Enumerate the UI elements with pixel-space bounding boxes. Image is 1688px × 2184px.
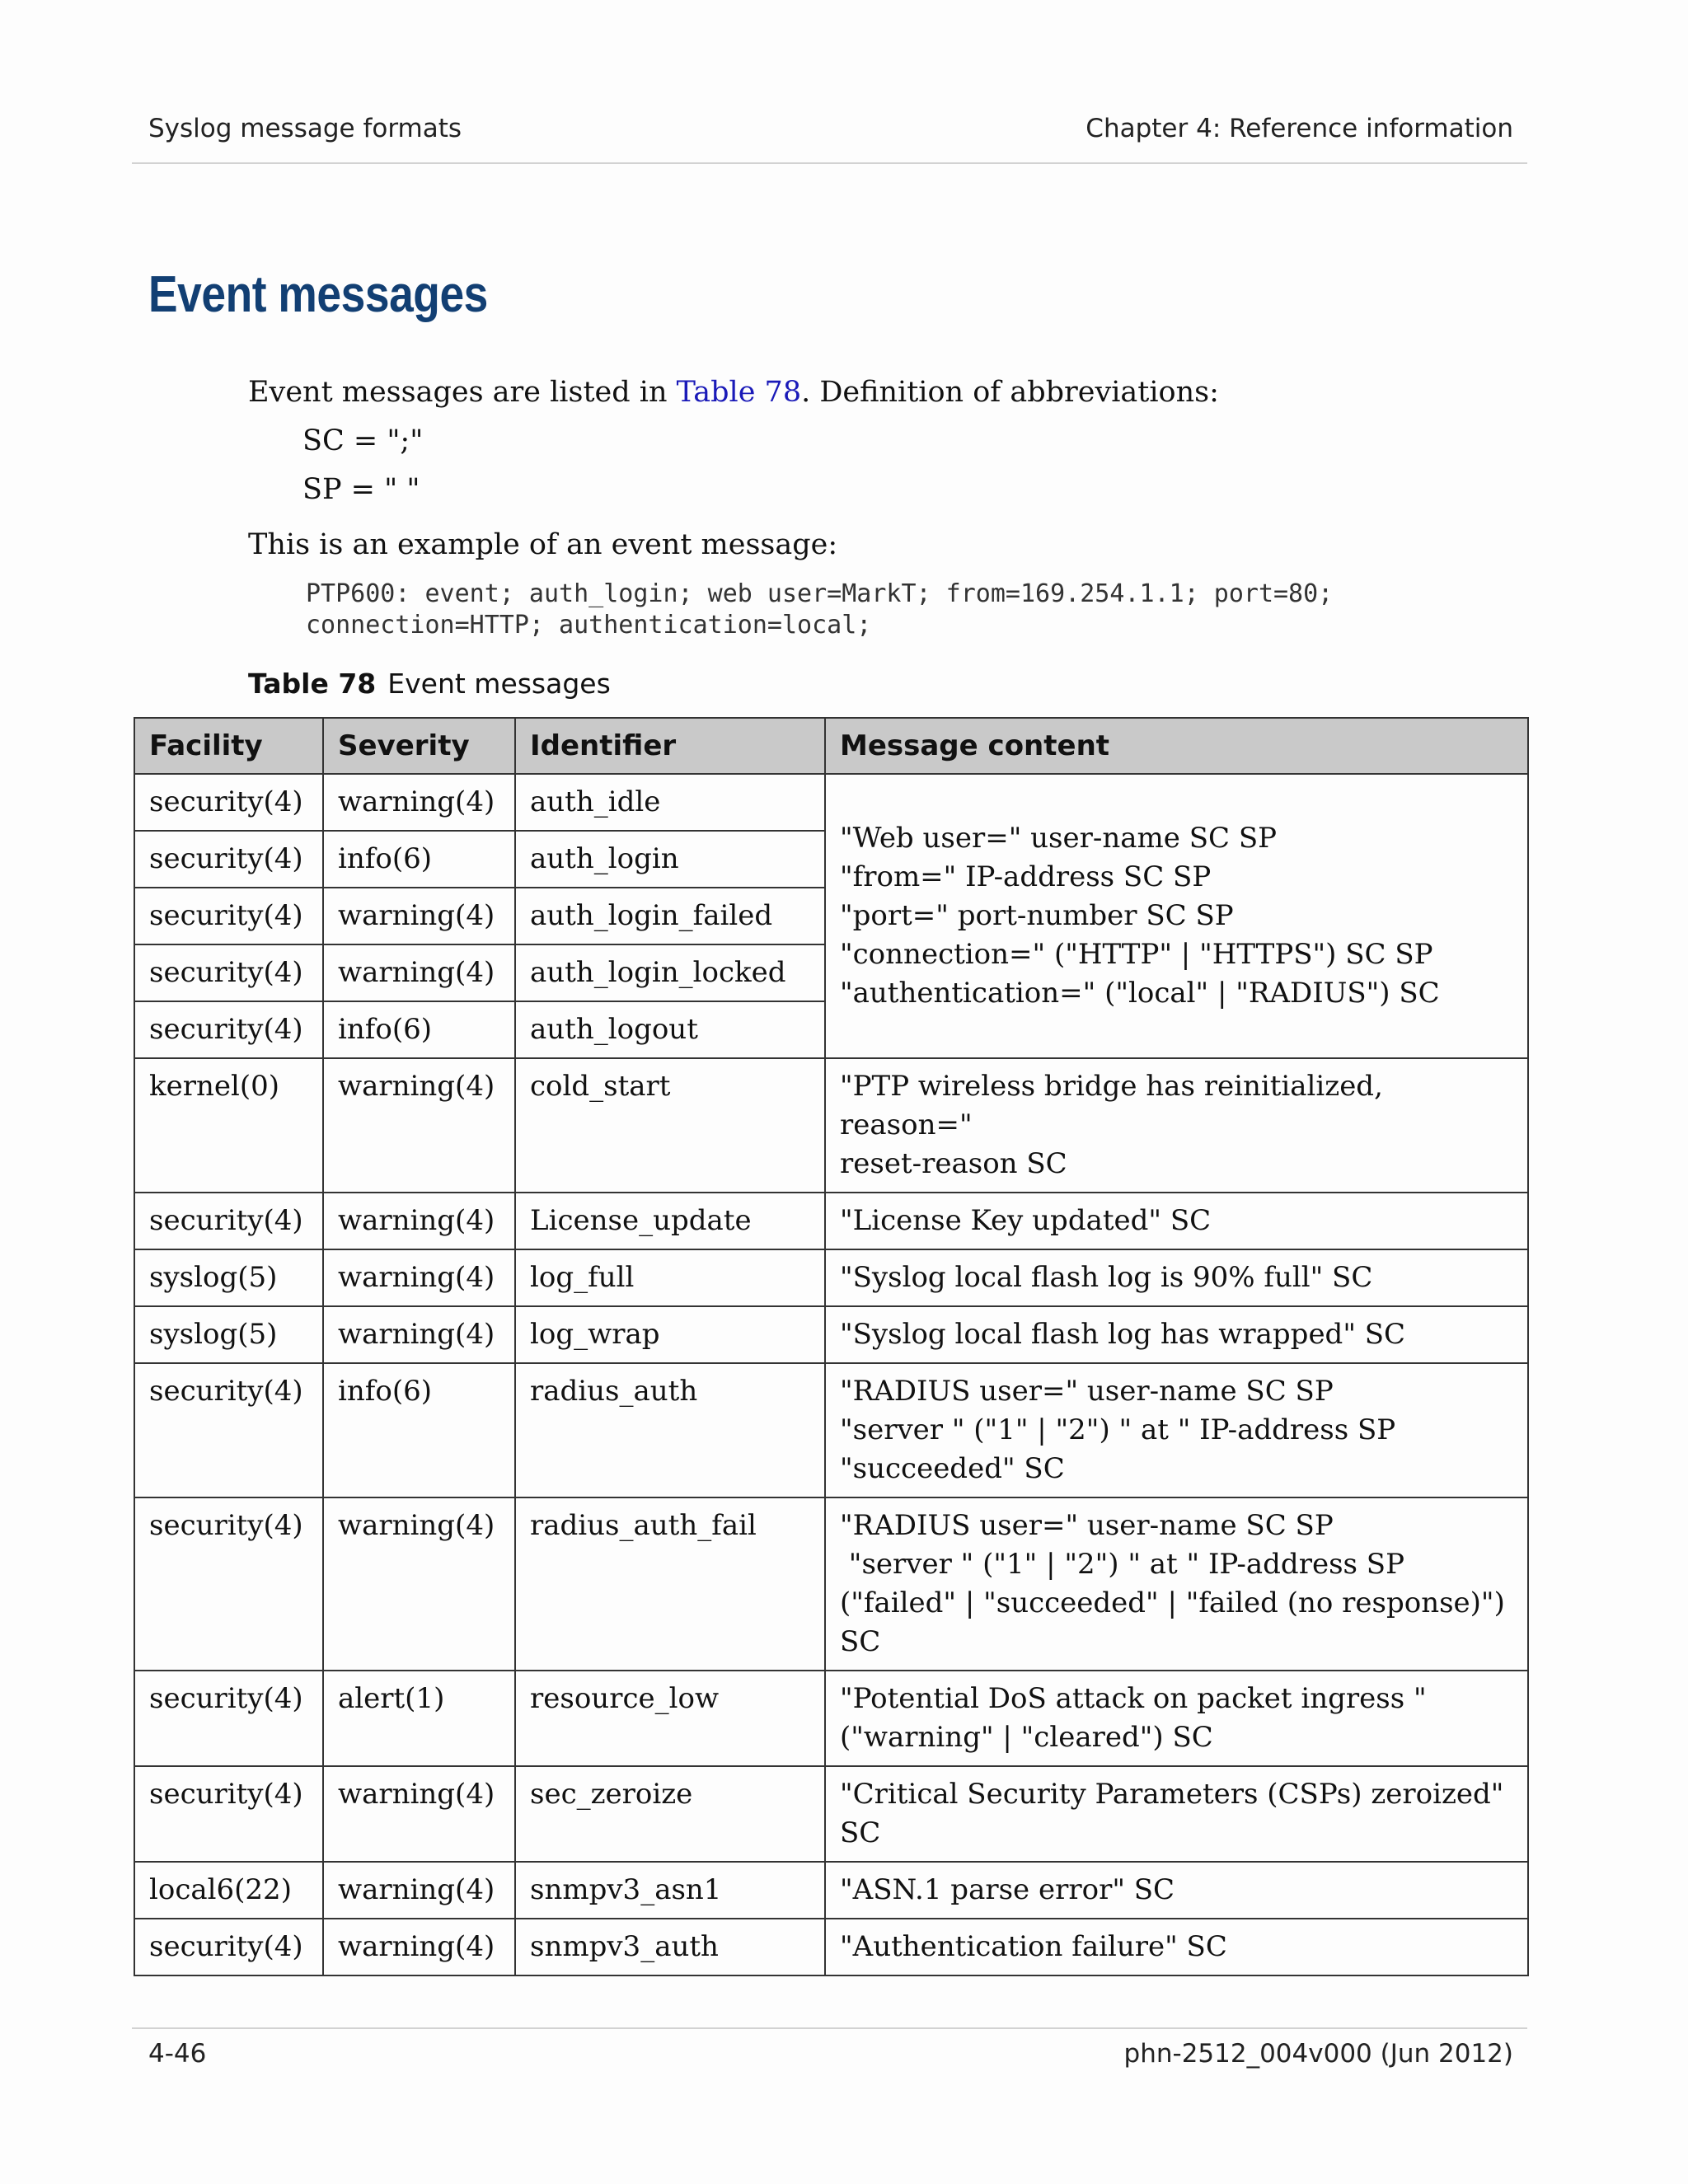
running-footer [148,2039,1513,2080]
message-content-cell [825,1766,1528,1862]
severity-cell: alert(1) [323,1671,515,1766]
identifier-cell: License_update [515,1193,825,1249]
message-line: "Syslog local flash log has wrapped" SC [840,1318,1406,1351]
message-line: "connection=" ("HTTP" | "HTTPS") SC SP [840,938,1433,971]
message-line: "Critical Security Parameters (CSPs) zeroized" [840,1778,1504,1811]
identifier-cell: cold_start [515,1058,825,1193]
footer-divider [132,2027,1527,2029]
identifier-cell: resource_low [515,1671,825,1766]
facility-cell: security(4) [134,1919,323,1975]
message-content-cell [825,1306,1528,1363]
column-header-severity: Severity [323,718,515,774]
facility-cell: security(4) [134,1497,323,1671]
document-id: phn-2512_004v000 (Jun 2012) [1123,2039,1513,2069]
page-number: 4-46 [148,2039,207,2069]
message-line: reset-reason SC [840,1147,1067,1180]
severity-cell: warning(4) [323,1306,515,1363]
identifier-cell: snmpv3_asn1 [515,1862,825,1919]
example-intro: This is an example of an event message: [248,528,838,561]
table-row [134,1862,1528,1919]
identifier-cell: log_wrap [515,1306,825,1363]
example-code-line: PTP600: event; auth_login; web user=MarkT; from=169.254.1.1; port=80; [306,579,1334,608]
facility-cell: security(4) [134,1363,323,1497]
identifier-cell: auth_idle [515,774,825,831]
message-line: "authentication=" ("local" | "RADIUS") SC [840,977,1440,1010]
event-messages-table [134,717,1529,1976]
facility-cell: security(4) [134,831,323,888]
message-content-cell [825,1919,1528,1975]
table-row [134,1193,1528,1249]
identifier-cell: snmpv3_auth [515,1919,825,1975]
table-78-link[interactable]: Table 78 [676,376,802,409]
message-line: "PTP wireless bridge has reinitialized, [840,1070,1383,1103]
message-line: "server " ("1" | "2") " at " IP-address SP [840,1413,1396,1446]
identifier-cell: auth_login_failed [515,888,825,944]
message-line: ("failed" | "succeeded" | "failed (no response)") [840,1586,1505,1619]
facility-cell: security(4) [134,1001,323,1058]
table-number: Table 78 [248,668,377,700]
table-body [134,774,1528,1975]
facility-cell: security(4) [134,888,323,944]
message-line: "ASN.1 parse error" SC [840,1873,1175,1906]
facility-cell: syslog(5) [134,1249,323,1306]
facility-cell: security(4) [134,944,323,1001]
column-header-facility: Facility [134,718,323,774]
severity-cell: warning(4) [323,1862,515,1919]
identifier-cell: sec_zeroize [515,1766,825,1862]
identifier-cell: radius_auth [515,1363,825,1497]
identifier-cell: auth_login [515,831,825,888]
column-header-message-content: Message content [825,718,1528,774]
message-line: "server " ("1" | "2") " at " IP-address SP [840,1548,1404,1581]
message-content-cell [825,774,1528,1058]
facility-cell: kernel(0) [134,1058,323,1193]
identifier-cell: auth_login_locked [515,944,825,1001]
table-row [134,1671,1528,1766]
intro-text: Event messages are listed in [248,376,677,409]
message-line: "RADIUS user=" user-name SC SP [840,1509,1334,1542]
severity-cell: info(6) [323,1001,515,1058]
table-row [134,1497,1528,1671]
abbreviation-sc: SC = ";" [302,424,424,457]
section-title: Event messages [148,266,488,323]
facility-cell: syslog(5) [134,1306,323,1363]
example-code-line: connection=HTTP; authentication=local; [306,611,872,640]
message-line: "Potential DoS attack on packet ingress " [840,1682,1427,1715]
table-row [134,1363,1528,1497]
facility-cell: security(4) [134,774,323,831]
table-row [134,774,1528,831]
severity-cell: info(6) [323,831,515,888]
severity-cell: warning(4) [323,944,515,1001]
table-row [134,1306,1528,1363]
header-chapter-name: Chapter 4: Reference information [1085,114,1513,143]
column-header-identifier: Identifier [515,718,825,774]
message-line: "Syslog local flash log is 90% full" SC [840,1261,1373,1294]
identifier-cell: auth_logout [515,1001,825,1058]
message-content-cell [825,1497,1528,1671]
facility-cell: local6(22) [134,1862,323,1919]
message-line: reason=" [840,1108,973,1141]
severity-cell: warning(4) [323,888,515,944]
message-line: "from=" IP-address SC SP [840,860,1212,893]
facility-cell: security(4) [134,1766,323,1862]
facility-cell: security(4) [134,1671,323,1766]
table-title: Event messages [387,668,611,700]
message-content-cell [825,1193,1528,1249]
severity-cell: warning(4) [323,1058,515,1193]
severity-cell: warning(4) [323,774,515,831]
severity-cell: warning(4) [323,1766,515,1862]
message-line: "succeeded" SC [840,1452,1065,1485]
message-line: "Web user=" user-name SC SP [840,822,1277,855]
severity-cell: warning(4) [323,1249,515,1306]
message-content-cell [825,1862,1528,1919]
message-line: SC [840,1816,881,1849]
table-row [134,1249,1528,1306]
table-row [134,1766,1528,1862]
message-line: "port=" port-number SC SP [840,899,1234,932]
header-divider [132,162,1527,164]
table-header-row [134,718,1528,774]
abbreviation-sp: SP = " " [302,473,420,506]
table-row [134,1919,1528,1975]
severity-cell: warning(4) [323,1919,515,1975]
message-content-cell [825,1058,1528,1193]
message-content-cell [825,1363,1528,1497]
table-row [134,1058,1528,1193]
severity-cell: warning(4) [323,1497,515,1671]
severity-cell: warning(4) [323,1193,515,1249]
table-caption [248,668,611,700]
message-line: ("warning" | "cleared") SC [840,1721,1213,1754]
message-line: "License Key updated" SC [840,1204,1212,1237]
message-content-cell [825,1671,1528,1766]
running-header [148,114,1513,155]
identifier-cell: log_full [515,1249,825,1306]
header-section-name: Syslog message formats [148,114,462,143]
message-line: SC [840,1625,881,1658]
intro-text-end: . Definition of abbreviations: [801,376,1219,409]
message-line: "Authentication failure" SC [840,1930,1227,1963]
severity-cell: info(6) [323,1363,515,1497]
facility-cell: security(4) [134,1193,323,1249]
message-line: "RADIUS user=" user-name SC SP [840,1375,1334,1408]
intro-paragraph [248,376,1219,409]
identifier-cell: radius_auth_fail [515,1497,825,1671]
message-content-cell [825,1249,1528,1306]
